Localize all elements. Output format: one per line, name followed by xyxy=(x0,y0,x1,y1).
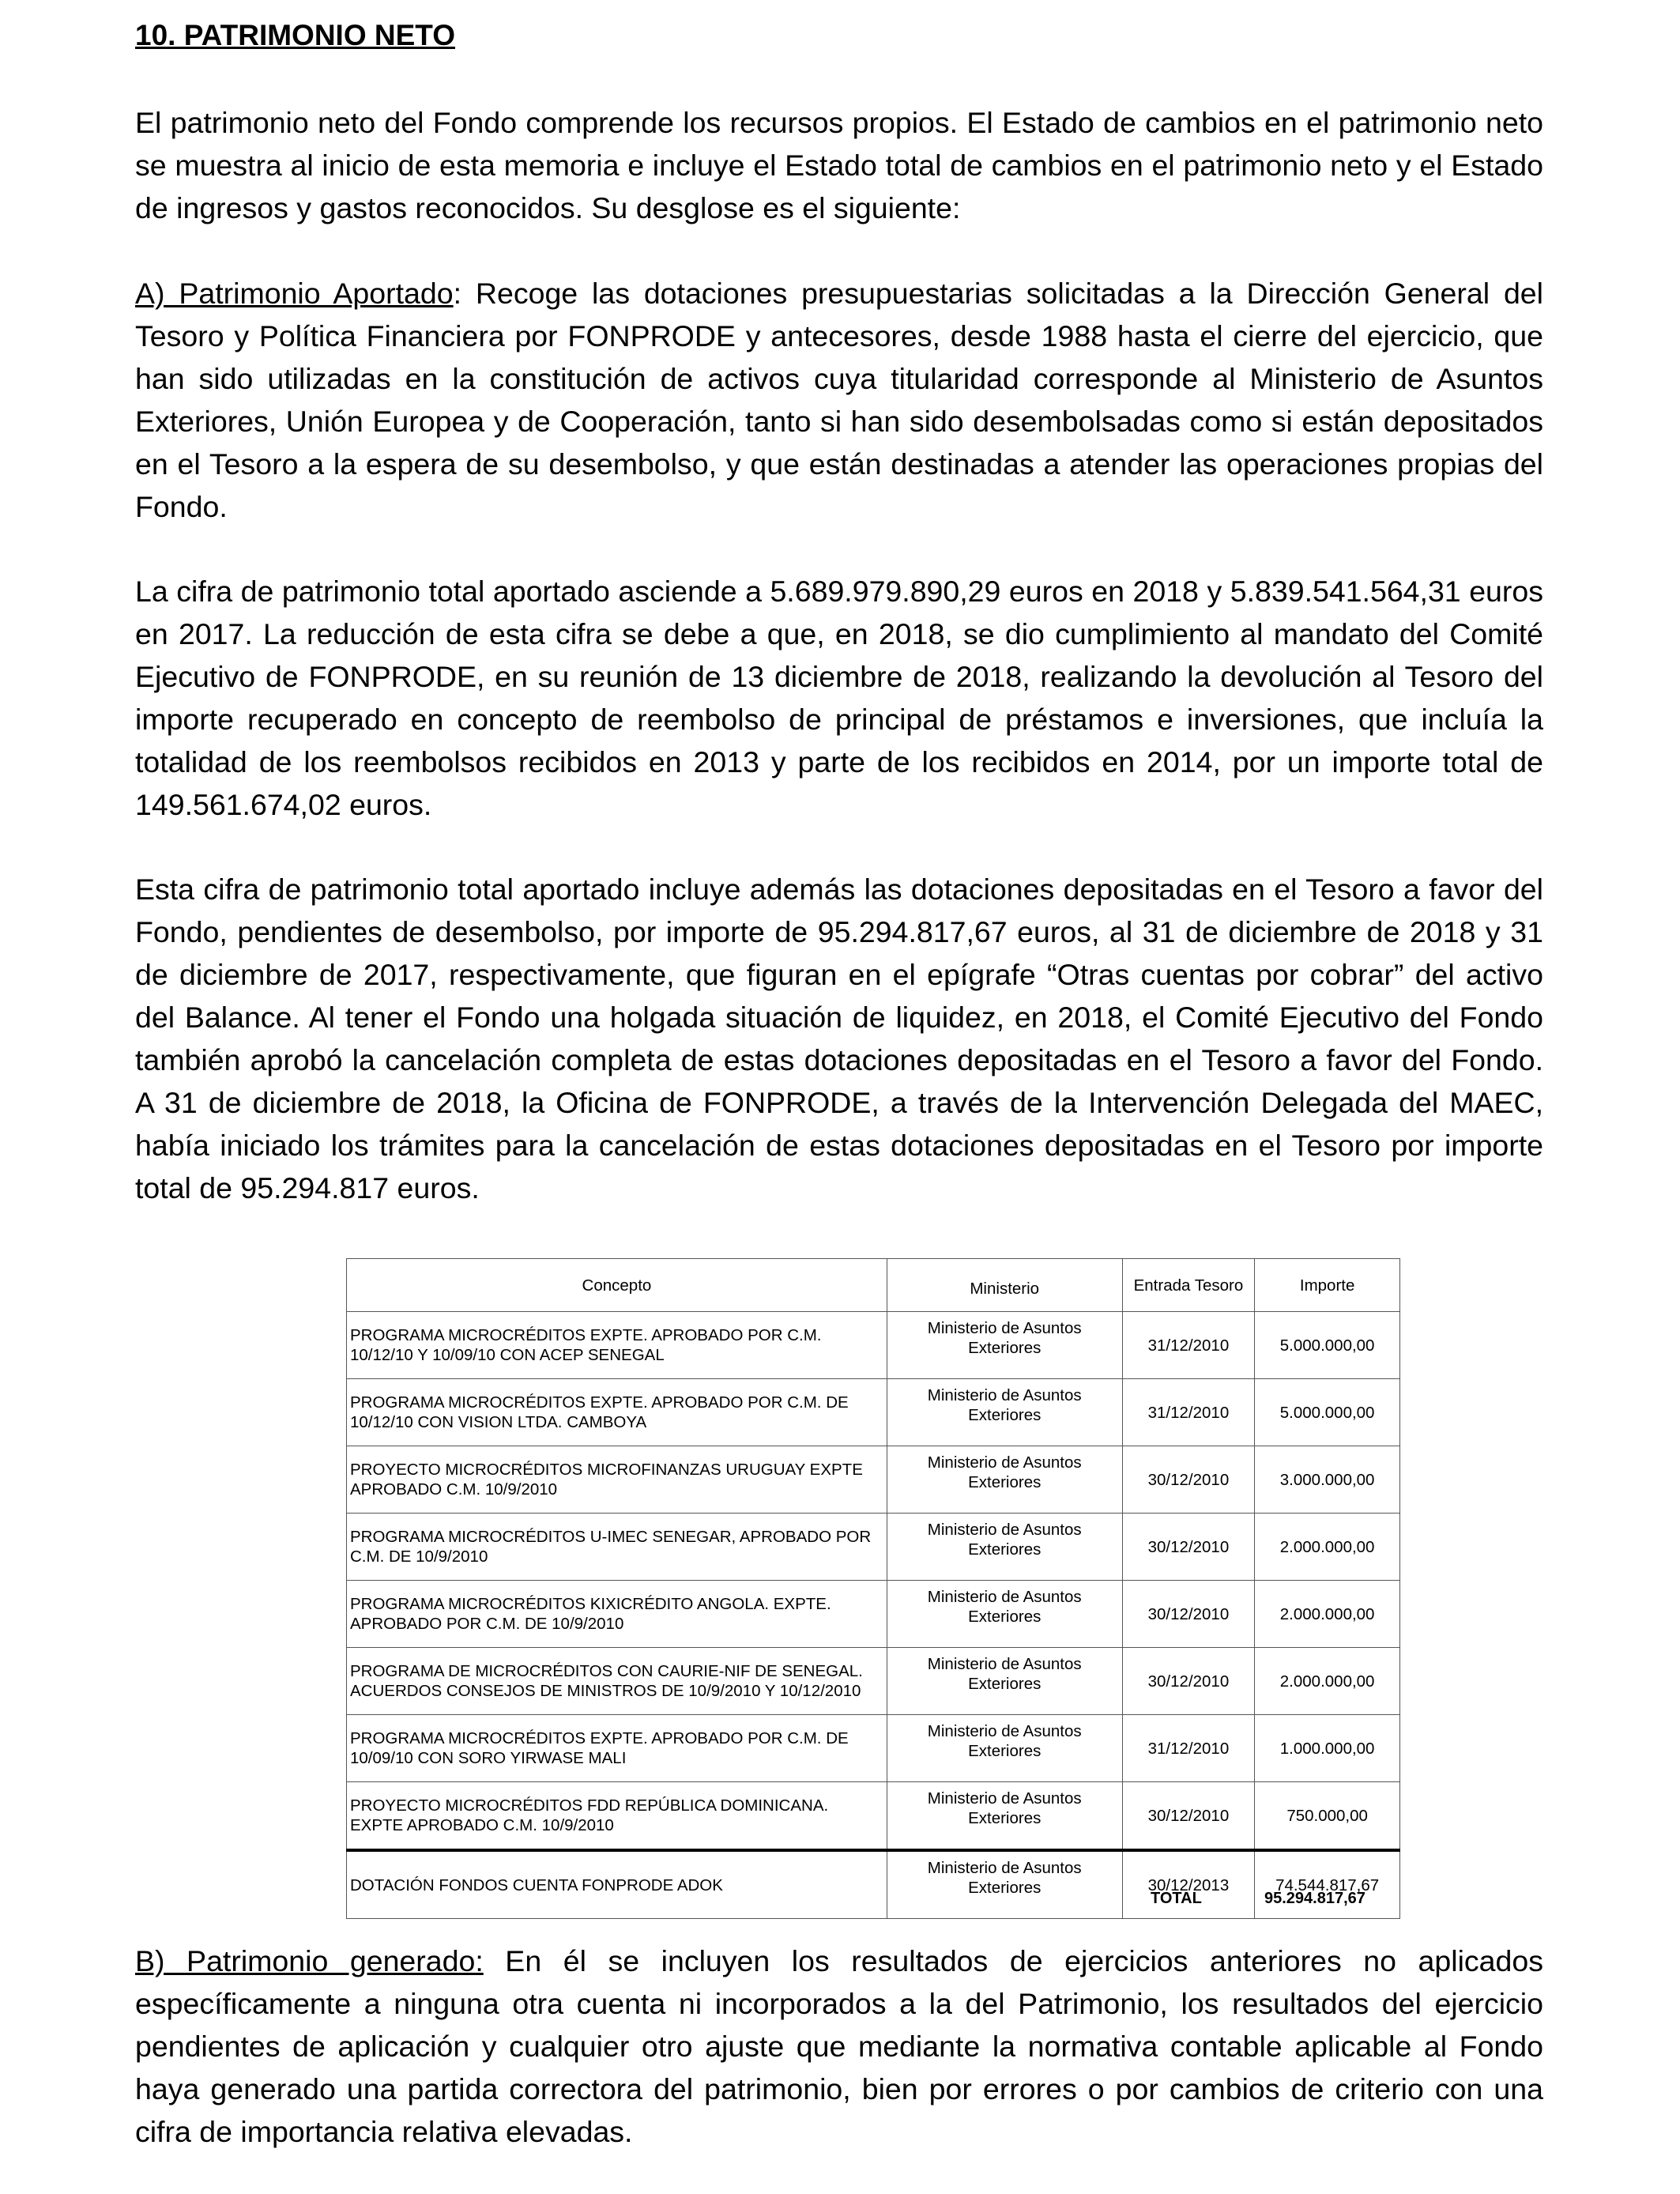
cifra-paragraph: La cifra de patrimonio total aportado asciende a 5.689.979.890,29 euros en 2018 y 5.839.541.564,31 euros en 2017. La reducción de esta cifra se debe a que, en 2018, se dio cumplimiento al mandato del Comité Ejecutivo de FONPRODE, en su reunión de 13 diciembre de 2018, realizando la devolución al Tesoro del importe recuperado en concepto de reembolso de principal de préstamos e inversiones, que incluía la totalidad de los reembolsos recibidos en 2013 y parte de los recibidos en 2014, por un importe total de 149.561.674,02 euros. xyxy=(135,575,1543,821)
cell-importe: 5.000.000,00 xyxy=(1255,1379,1400,1446)
table-row xyxy=(347,1782,1400,1851)
header-importe: Importe xyxy=(1255,1259,1400,1312)
cell-ministerio: Ministerio de Asuntos Exteriores xyxy=(887,1715,1122,1782)
table-row xyxy=(347,1312,1400,1379)
cell-importe: 2.000.000,00 xyxy=(1255,1648,1400,1715)
cell-concepto: PROGRAMA MICROCRÉDITOS U-IMEC SENEGAR, APROBADO POR C.M. DE 10/9/2010 xyxy=(347,1514,887,1581)
cell-fecha: 31/12/2010 xyxy=(1122,1312,1255,1379)
cell-importe: 74.544.817,67 xyxy=(1255,1850,1400,1919)
cell-importe: 3.000.000,00 xyxy=(1255,1446,1400,1514)
cell-concepto: PROGRAMA MICROCRÉDITOS EXPTE. APROBADO POR C.M. 10/12/10 Y 10/09/10 CON ACEP SENEGAL xyxy=(347,1312,887,1379)
cell-ministerio: Ministerio de Asuntos Exteriores xyxy=(887,1312,1122,1379)
cell-fecha: 30/12/2010 xyxy=(1122,1648,1255,1715)
cell-ministerio: Ministerio de Asuntos Exteriores xyxy=(887,1648,1122,1715)
cell-importe: 2.000.000,00 xyxy=(1255,1581,1400,1648)
cell-importe: 1.000.000,00 xyxy=(1255,1715,1400,1782)
cell-fecha: 31/12/2010 xyxy=(1122,1715,1255,1782)
cell-concepto: DOTACIÓN FONDOS CUENTA FONPRODE ADOK xyxy=(347,1850,887,1919)
table-row xyxy=(347,1648,1400,1715)
patrimonio-aportado-paragraph xyxy=(135,272,1543,528)
header-entrada-tesoro: Entrada Tesoro xyxy=(1122,1259,1255,1312)
header-concepto: Concepto xyxy=(347,1259,887,1312)
table-row xyxy=(347,1379,1400,1446)
cell-concepto: PROYECTO MICROCRÉDITOS MICROFINANZAS URUGUAY EXPTE APROBADO C.M. 10/9/2010 xyxy=(347,1446,887,1514)
cell-fecha: 31/12/2010 xyxy=(1122,1379,1255,1446)
dotaciones-paragraph: Esta cifra de patrimonio total aportado incluye además las dotaciones depositadas en el Tesoro a favor del Fondo, pendientes de desembolso, por importe de 95.294.817,67 euros, al 31 de diciembre de 2018 y 31 de diciembre de 2017, respectivamente, que figuran en el epígrafe “Otras cuentas por cobrar” del activo del Balance. Al tener el Fondo una holgada situación de liquidez, en 2018, el Comité Ejecutivo del Fondo también aprobó la cancelación completa de estas dotaciones depositadas en el Tesoro a favor del Fondo. A 31 de diciembre de 2018, la Oficina de FONPRODE, a través de la Intervención Delegada del MAEC, había iniciado los trámites para la cancelación de estas dotaciones depositadas en el Tesoro por importe total de 95.294.817 euros. xyxy=(135,873,1543,1204)
cell-fecha: 30/12/2010 xyxy=(1122,1514,1255,1581)
cell-fecha: 30/12/2010 xyxy=(1122,1782,1255,1851)
cell-ministerio: Ministerio de Asuntos Exteriores xyxy=(887,1514,1122,1581)
patrimonio-aportado-label: A) Patrimonio Aportado xyxy=(135,277,454,310)
cell-fecha: 30/12/2010 xyxy=(1122,1446,1255,1514)
cell-concepto: PROYECTO MICROCRÉDITOS FDD REPÚBLICA DOMINICANA. EXPTE APROBADO C.M. 10/9/2010 xyxy=(347,1782,887,1851)
dotaciones-table xyxy=(346,1258,1400,1919)
table-row xyxy=(347,1715,1400,1782)
table-row xyxy=(347,1850,1400,1919)
header-ministerio: Ministerio xyxy=(887,1259,1122,1312)
cell-ministerio: Ministerio de Asuntos Exteriores xyxy=(887,1782,1122,1851)
cell-fecha: 30/12/2010 xyxy=(1122,1581,1255,1648)
cell-concepto: PROGRAMA MICROCRÉDITOS KIXICRÉDITO ANGOLA. EXPTE. APROBADO POR C.M. DE 10/9/2010 xyxy=(347,1581,887,1648)
patrimonio-generado-label: B) Patrimonio generado: xyxy=(135,1944,484,1977)
section-heading: 10. PATRIMONIO NETO xyxy=(135,19,455,51)
patrimonio-generado-paragraph xyxy=(135,1940,1543,2153)
table-header-row xyxy=(347,1259,1400,1312)
cell-importe: 2.000.000,00 xyxy=(1255,1514,1400,1581)
table-row xyxy=(347,1514,1400,1581)
total-label: TOTAL xyxy=(1151,1890,1202,1907)
cell-importe: 750.000,00 xyxy=(1255,1782,1400,1851)
total-value: 95.294.817,67 xyxy=(1264,1890,1365,1907)
cell-ministerio: Ministerio de Asuntos Exteriores xyxy=(887,1581,1122,1648)
cell-concepto: PROGRAMA MICROCRÉDITOS EXPTE. APROBADO POR C.M. DE 10/12/10 CON VISION LTDA. CAMBOYA xyxy=(347,1379,887,1446)
cell-ministerio: Ministerio de Asuntos Exteriores xyxy=(887,1850,1122,1919)
table-row xyxy=(347,1446,1400,1514)
cell-concepto: PROGRAMA DE MICROCRÉDITOS CON CAURIE-NIF DE SENEGAL. ACUERDOS CONSEJOS DE MINISTROS DE 10/9/2010 Y 10/12/2010 xyxy=(347,1648,887,1715)
intro-paragraph: El patrimonio neto del Fondo comprende los recursos propios. El Estado de cambios en el patrimonio neto se muestra al inicio de esta memoria e incluye el Estado total de cambios en el patrimonio neto y el Estado de ingresos y gastos reconocidos. Su desglose es el siguiente: xyxy=(135,106,1543,224)
patrimonio-generado-text: En él se incluyen los resultados de ejercicios anteriores no aplicados específicamente a ninguna otra cuenta ni incorporados a la del Patrimonio, los resultados del ejercicio pendientes de aplicación y cualquier otro ajuste que mediante la normativa contable aplicable al Fondo haya generado una partida correctora del patrimonio, bien por errores o por cambios de criterio con una cifra de importancia relativa elevadas. xyxy=(135,1944,1543,2148)
cell-concepto: PROGRAMA MICROCRÉDITOS EXPTE. APROBADO POR C.M. DE 10/09/10 CON SORO YIRWASE MALI xyxy=(347,1715,887,1782)
cell-fecha: 30/12/2013 xyxy=(1122,1850,1255,1919)
table-row xyxy=(347,1581,1400,1648)
patrimonio-aportado-text: : Recoge las dotaciones presupuestarias solicitadas a la Dirección General del Tesoro y Política Financiera por FONPRODE y antecesores, desde 1988 hasta el cierre del ejercicio, que han sido utilizadas en la constitución de activos cuya titularidad corresponde al Ministerio de Asuntos Exteriores, Unión Europea y de Cooperación, tanto si han sido desembolsadas como si están depositados en el Tesoro a la espera de su desembolso, y que están destinadas a atender las operaciones propias del Fondo. xyxy=(135,277,1543,523)
cell-ministerio: Ministerio de Asuntos Exteriores xyxy=(887,1379,1122,1446)
cell-ministerio: Ministerio de Asuntos Exteriores xyxy=(887,1446,1122,1514)
cell-importe: 5.000.000,00 xyxy=(1255,1312,1400,1379)
